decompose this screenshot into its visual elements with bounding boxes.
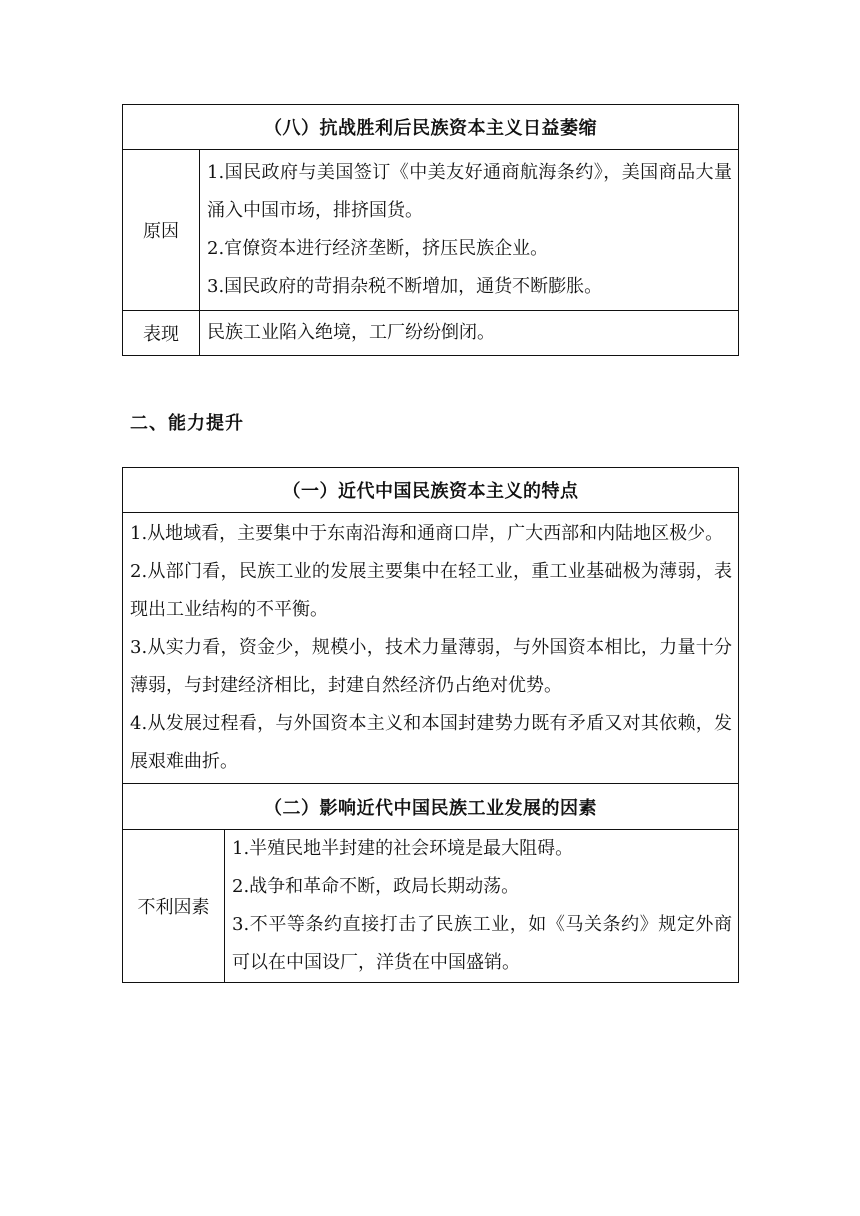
cause-content: [200, 150, 739, 311]
unfavorable-item: 3.不平等条约直接打击了民族工业，如《马关条约》规定外商可以在中国设厂，洋货在中国盛销。: [232, 914, 732, 973]
feature-item: 4.从发展过程看，与外国资本主义和本国封建势力既有矛盾又对其依赖，发展艰难曲折。: [130, 713, 732, 772]
cause-item: 3.国民政府的苛捐杂税不断增加，通货不断膨胀。: [207, 276, 603, 297]
table1-heading: （八）抗战胜利后民族资本主义日益萎缩: [123, 105, 739, 150]
cause-item: 2.官僚资本进行经济垄断，挤压民族企业。: [207, 238, 549, 259]
feature-item: 3.从实力看，资金少，规模小，技术力量薄弱，与外国资本相比，力量十分薄弱，与封建经济相比，封建自然经济仍占绝对优势。: [130, 637, 732, 696]
feature-item: 1.从地域看，主要集中于东南沿海和通商口岸，广大西部和内陆地区极少。: [130, 523, 724, 544]
table-capitalism-features: [122, 467, 739, 983]
table2-heading1: （一）近代中国民族资本主义的特点: [123, 468, 739, 513]
unfavorable-content: [225, 830, 739, 983]
feature-item: 2.从部门看，民族工业的发展主要集中在轻工业，重工业基础极为薄弱，表现出工业结构的不平衡。: [130, 561, 732, 620]
features-content: [123, 513, 739, 784]
table-post-war-decline: [122, 104, 739, 356]
section-title: 二、能力提升: [130, 413, 244, 434]
unfavorable-item: 2.战争和革命不断，政局长期动荡。: [232, 876, 520, 897]
unfavorable-item: 1.半殖民地半封建的社会环境是最大阻碍。: [232, 838, 574, 859]
show-content: 民族工业陷入绝境，工厂纷纷倒闭。: [200, 311, 739, 356]
unfavorable-label: 不利因素: [123, 830, 225, 983]
show-label: 表现: [123, 311, 200, 356]
cause-label: 原因: [123, 150, 200, 311]
cause-item: 1.国民政府与美国签订《中美友好通商航海条约》，美国商品大量涌入中国市场，排挤国货。: [207, 162, 732, 221]
table2-heading2: （二）影响近代中国民族工业发展的因素: [123, 784, 739, 830]
